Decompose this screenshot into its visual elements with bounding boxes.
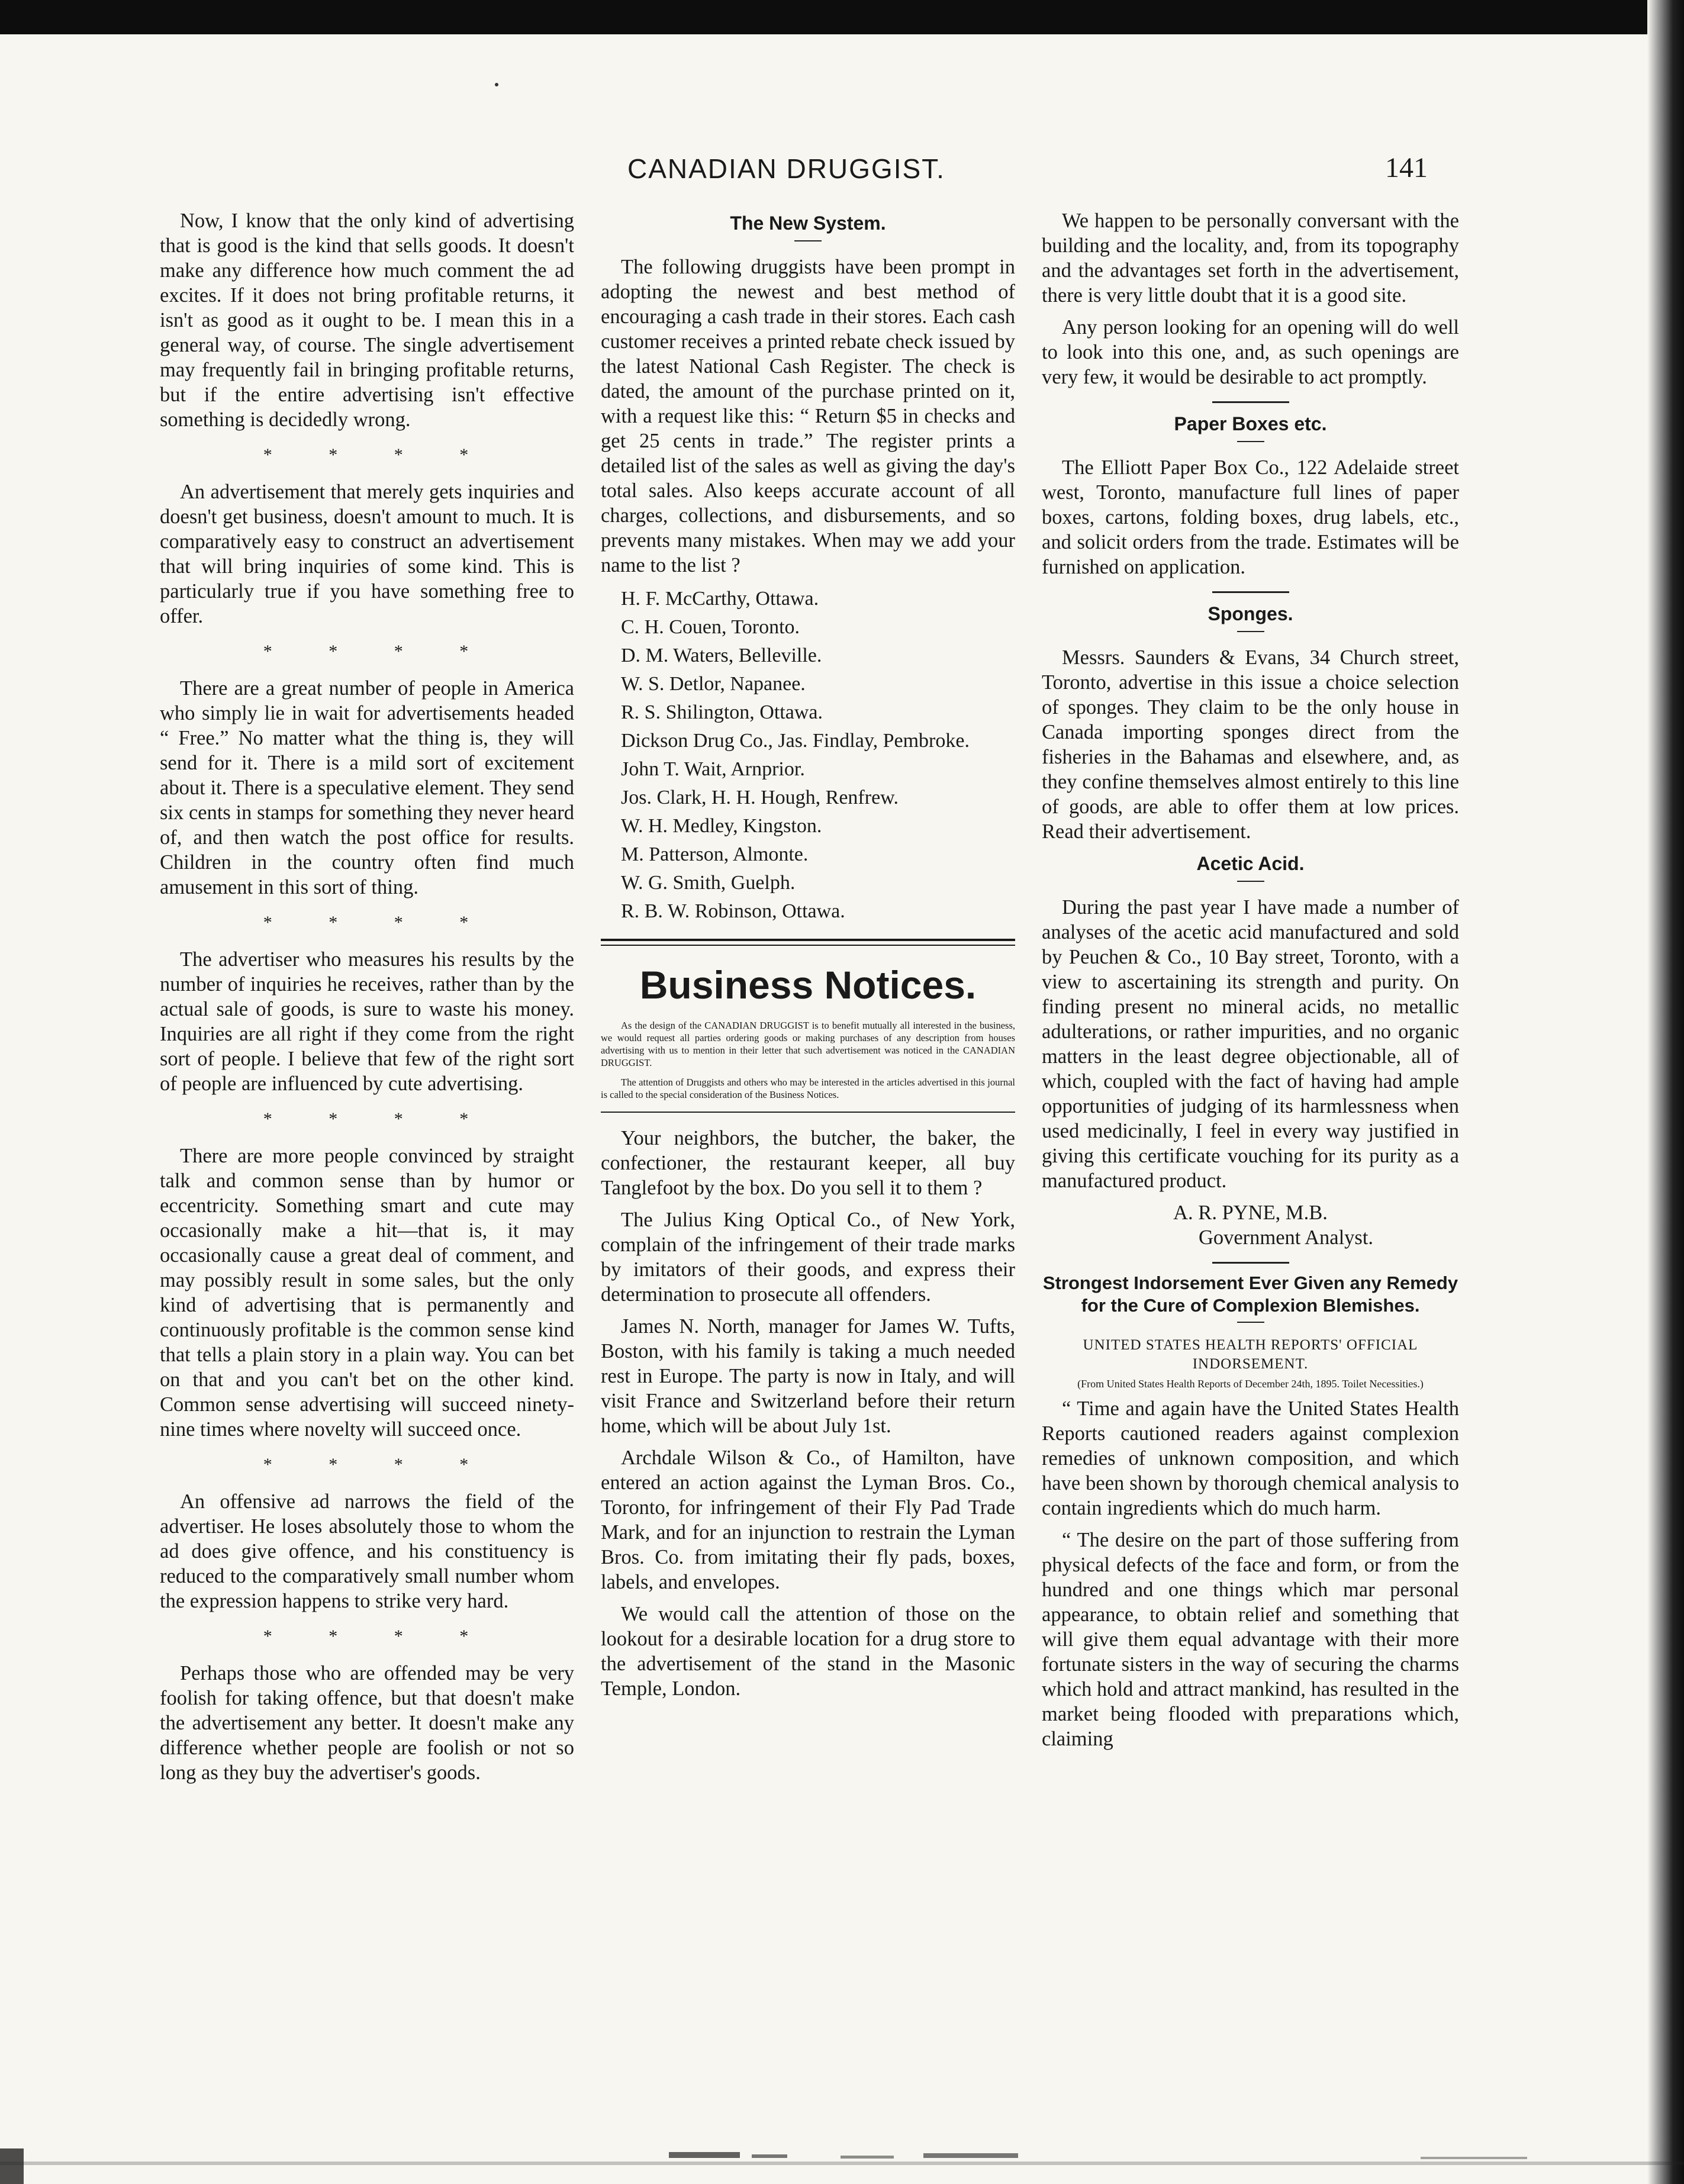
paragraph: The following druggists have been prompt in adopting the newest and best method of encouraging a cash trade in their stores. Each cash customer receives a printed rebate check issued by the latest National Cash Register. The check is dated, the amount of the purchase printed on it, with a request like this: “ Return $5 in checks and get 25 cents in trade.” The register prints a detailed list of the sales as well as giving the day's total sales. Also keeps accurate account of all charges, collections, and disbursements, and so prevents many mistakes. When may we add your name to the list ? [601,256,1015,576]
page-number: 141 [1385,152,1428,183]
section-stars: * * * * [263,445,495,465]
divider [601,1112,1015,1113]
divider [1212,1262,1289,1264]
paragraph: Archdale Wilson & Co., of Hamilton, have entered an action against the Lyman Bros. Co., Toronto, for infringement of their Fly Pad Trade Mark, and for an injunction to restrain the Lyman Bros. Co. from imitating their fly pads, boxes, labels, and envelopes. [601,1447,1015,1593]
notice-small: As the design of the CANADIAN DRUGGIST is to benefit mutually all interested in the business, we would request all parties ordering goods or making purchases of any description from houses advertising with us to mention in their letter that such advertisement was noticed in the CANADIAN DRUGGIST. [601,1020,1015,1068]
sponges-heading: Sponges. [1208,603,1293,624]
paragraph: The Elliott Paper Box Co., 122 Adelaide street west, Toronto, manufacture full lines of paper boxes, cartons, folding boxes, drug labels, etc., and solicit orders from the trade. Estimates will be furnished on application. [1042,456,1459,578]
paragraph: The Julius King Optical Co., of New York, complain of the infringement of their trade marks by imitators of their goods, and express their determination to prosecute all offenders. [601,1209,1015,1306]
scan-right-edge [1647,0,1684,2184]
signoff-title: Government Analyst. [1198,1226,1374,1249]
paragraph: There are a great number of people in America who simply lie in wait for advertisements headed “ Free.” No matter what the thing is, they will send for it. There is a mild sort of excitement about it. There is a speculative element. They send six cents in stamps for something they never heard of, and then watch the post office for results. Children in the country often find much amusement in this sort of thing. [160,677,574,898]
scan-speck [495,83,498,86]
double-rule [601,939,1015,946]
paragraph: “ Time and again have the United States Health Reports cautioned readers against complexion remedies of unknown composition, and which have been shown by thorough chemical analysis to contain ingredients which do much harm. [1042,1397,1459,1519]
paragraph: An advertisement that merely gets inquiries and doesn't get business, doesn't amount to much. It is comparatively easy to construct an advertisement that will bring inquiries of some kind. This is particularly true if you have something free to offer. [160,481,574,627]
section-stars: * * * * [263,1455,495,1474]
section-stars: * * * * [263,913,495,932]
paragraph: An offensive ad narrows the field of the advertiser. He loses absolutely those to whom the ad does give offence, and his constituency is reduced to the comparatively small number whom the expression happens to strike very hard. [160,1490,574,1612]
section-stars: * * * * [263,1109,495,1129]
notice-small: The attention of Druggists and others who may be interested in the articles advertised in this journal is called to the special consideration of the Business Notices. [601,1077,1015,1100]
column-left [160,208,574,1792]
paragraph: We happen to be personally conversant with the building and the locality, and, from its topography and the advantages set forth in the advertisement, there is very little doubt that it is a good site. [1042,210,1459,307]
paragraph: James N. North, manager for James W. Tufts, Boston, with his family is taking a much needed rest in Europe. The party is now in Italy, and will visit France and Switzerland before their return home, which will be about July 1st. [601,1315,1015,1437]
business-notices-heading: Business Notices. [639,963,977,1007]
paragraph: Any person looking for an opening will do well to look into this one, and, as such openings are very few, it would be desirable to act promptly. [1042,316,1459,388]
list-item: D. M. Waters, Belleville. [621,645,822,666]
divider [794,240,822,241]
divider [1237,1322,1264,1323]
list-item: H. F. McCarthy, Ottawa. [621,588,819,610]
scan-bottom-edge [0,2131,1684,2184]
us-health-reports-heading: UNITED STATES HEALTH REPORTS' OFFICIAL INDORSEMENT. [1083,1337,1418,1372]
divider [1212,401,1289,403]
paragraph: During the past year I have made a number of analyses of the acetic acid manufactured and sold by Peuchen & Co., 10 Bay street, Toronto, with a view to ascertaining its strength and purity. On finding present no mineral acids, no metallic adulterations, or rather impurities, and no organic matters in the least degree objectionable, all of which, coupled with the fact of having had ample opportunities of judging of its harmlessness when used medicinally, I feel in every way justified in giving this certificate vouching for its purity as a manufactured product. [1042,896,1459,1192]
paragraph: Messrs. Saunders & Evans, 34 Church street, Toronto, advertise in this issue a choice selection of sponges. They claim to be the only house in Canada importing sponges direct from the fisheries in the Bahamas and elsewhere, and, as they confine themselves almost entirely to this line of goods, are able to offer them at low prices. Read their advertisement. [1042,646,1459,843]
section-stars: * * * * [263,642,495,661]
strongest-indorsement-heading: Strongest Indorsement Ever Given any Remedy for the Cure of Complexion Blemishes. [1042,1273,1458,1316]
paragraph: The advertiser who measures his results by the number of inquiries he receives, rather than by the actual sale of goods, is sure to waste his money. Inquiries are all right if they come from the right sort of people. I believe that few of the right sort of people are influenced by cute advertising. [160,948,574,1095]
paragraph: We would call the attention of those on the lookout for a desirable location for a drug store to the advertisement of the stand in the Masonic Temple, London. [601,1603,1015,1700]
list-item: R. S. Shilington, Ottawa. [621,701,823,723]
scan-top-edge [0,0,1684,34]
list-item: Jos. Clark, H. H. Hough, Renfrew. [621,787,899,808]
list-item: W. H. Medley, Kingston. [621,815,822,837]
list-item: C. H. Couen, Toronto. [621,616,800,638]
divider [1237,631,1264,632]
list-item: R. B. W. Robinson, Ottawa. [621,900,845,922]
divider [1237,881,1264,882]
section-stars: * * * * [263,1626,495,1646]
paper-boxes-heading: Paper Boxes etc. [1174,413,1327,434]
paragraph: “ The desire on the part of those suffering from physical defects of the face and form, or from the hundred and one things which mar personal appearance, to obtain relief and something that will give them equal advantage with their more fortunate sisters in the way of securing the charms which hold and attract mankind, has resulted in the market being flooded with preparations which, claiming [1042,1529,1459,1750]
druggist-list [601,585,1015,926]
list-item: W. G. Smith, Guelph. [621,872,796,894]
list-item: Dickson Drug Co., Jas. Findlay, Pembroke. [621,730,970,752]
column-middle [601,208,1015,1708]
paragraph: Perhaps those who are offended may be very foolish for taking offence, but that doesn't make the advertisement any better. It doesn't make any difference whether people are foolish or not so long as they buy the advertiser's goods. [160,1662,574,1784]
list-item: M. Patterson, Almonte. [621,843,809,865]
paragraph: There are more people convinced by straight talk and common sense than by humor or eccentricity. Something smart and cute may occasionally make a hit—that is, it may occasionally cause a great deal of comment, and may possibly result in some sales, but the only kind of advertising that is permanently and continuously profitable is the common sense kind that tells a plain story in a plain way. You can bet on that and you can't bet on the other kind. Common sense advertising will succeed ninety-nine times where novelty will succeed once. [160,1145,574,1441]
paragraph: Your neighbors, the butcher, the baker, the confectioner, the restaurant keeper, all buy Tanglefoot by the box. Do you sell it to them ? [601,1127,1015,1199]
divider [1212,591,1289,593]
new-system-heading: The New System. [730,212,886,234]
signature-block [1042,1200,1459,1250]
signoff-name: A. R. PYNE, M.B. [1173,1201,1328,1224]
citation: (From United States Health Reports of December 24th, 1895. Toilet Necessities.) [1077,1378,1424,1390]
page-header [0,153,1684,188]
paragraph: Now, I know that the only kind of advertising that is good is the kind that sells goods. It doesn't make any difference how much comment the ad excites. If it does not bring profitable returns, it isn't as good as it ought to be. I mean this in a general way, of course. The single advertisement may frequently fail in bringing profitable returns, but if the entire advertising isn't effective something is decidedly wrong. [160,210,574,431]
list-item: John T. Wait, Arnprior. [621,758,805,780]
list-item: W. S. Detlor, Napanee. [621,673,806,695]
acetic-acid-heading: Acetic Acid. [1196,853,1305,874]
running-title: CANADIAN DRUGGIST. [627,153,945,184]
divider [1237,441,1264,442]
column-right [1042,208,1459,1758]
